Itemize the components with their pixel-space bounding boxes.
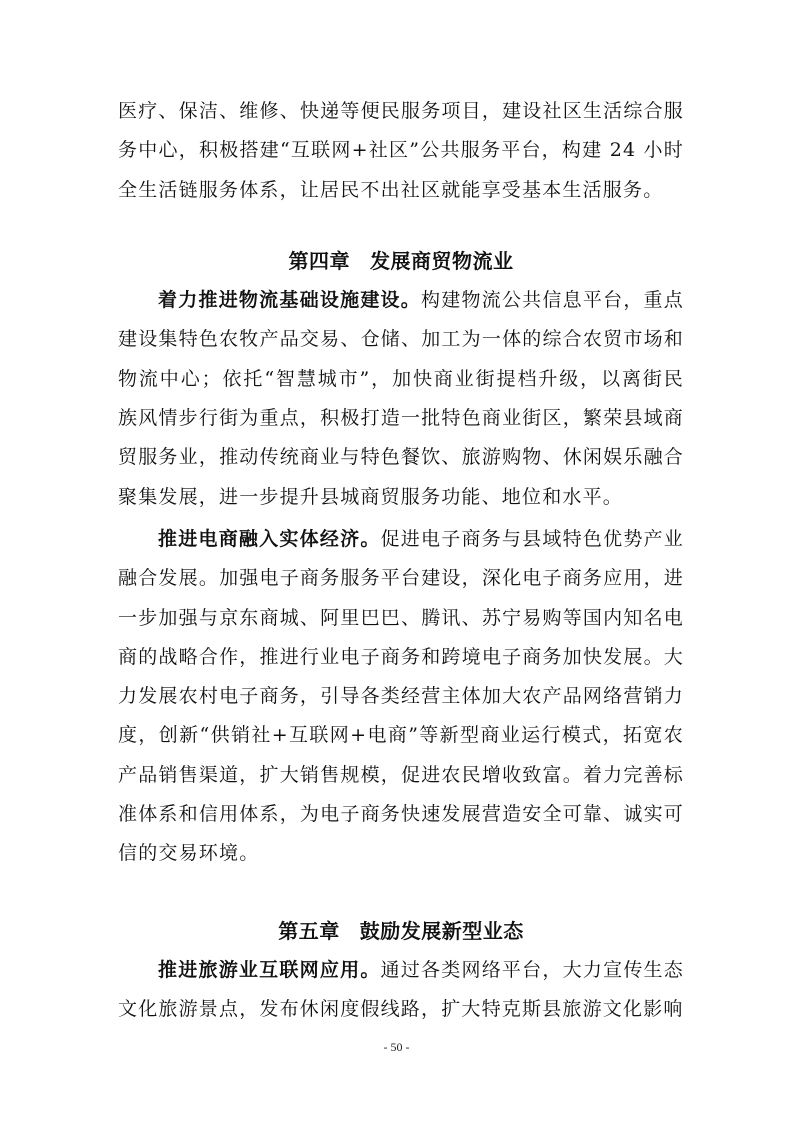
chapter-4-title: 发展商贸物流业 — [370, 248, 514, 273]
chapter-4-number: 第四章 — [288, 248, 350, 273]
chapter-5-title: 鼓励发展新型业态 — [359, 918, 524, 943]
chapter-5-paragraph-1 — [118, 951, 684, 1030]
chapter-4-heading — [118, 242, 684, 281]
chapter-4-paragraph-2 — [118, 520, 684, 874]
page-content — [118, 92, 684, 1030]
intro-paragraph: 医疗、保洁、维修、快递等便民服务项目，建设社区生活综合服务中心，积极搭建“互联网+社区”公共服务平台，构建 24 小时全生活链服务体系，让居民不出社区就能享受基本生活服务。 — [118, 100, 684, 201]
chapter-4-paragraph-1 — [118, 281, 684, 517]
chapter-4-paragraph-1-lead: 着力推进物流基础设施建设。 — [158, 289, 422, 312]
chapter-4-paragraph-2-body: 促进电子商务与县域特色优势产业融合发展。加强电子商务服务平台建设，深化电子商务应用，进一步加强与京东商城、阿里巴巴、腾讯、苏宁易购等国内知名电商的战略合作，推进行业电子商务和跨境电子商务加快发展。大力发展农村电子商务，引导各类经营主体加大农产品网络营销力度，创新“供销社+互联网+电商”等新型商业运行模式，拓宽农产品销售渠道，扩大销售规模，促进农民增收致富。着力完善标准体系和信用体系，为电子商务快速发展营造安全可靠、诚实可信的交易环境。 — [118, 527, 684, 865]
page-number: - 50 - — [383, 1040, 410, 1054]
chapter-5-heading — [118, 912, 684, 951]
chapter-5-paragraph-1-lead: 推进旅游业互联网应用。 — [158, 958, 381, 981]
chapter-4-paragraph-1-body: 构建物流公共信息平台，重点建设集特色农牧产品交易、仓储、加工为一体的综合农贸市场和物流中心；依托“智慧城市”，加快商业街提档升级，以离街民族风情步行街为重点，积极打造一批特色商业街区，繁荣县域商贸服务业，推动传统商业与特色餐饮、旅游购物、休闲娱乐融合聚集发展，进一步提升县城商贸服务功能、地位和水平。 — [118, 289, 684, 508]
chapter-4-paragraph-2-lead: 推进电商融入实体经济。 — [158, 527, 381, 550]
chapter-5-paragraph-1-body: 通过各类网络平台，大力宣传生态文化旅游景点，发布休闲度假线路，扩大特克斯县旅游文化影响 — [118, 958, 684, 1021]
chapter-5-number: 第五章 — [278, 918, 340, 943]
